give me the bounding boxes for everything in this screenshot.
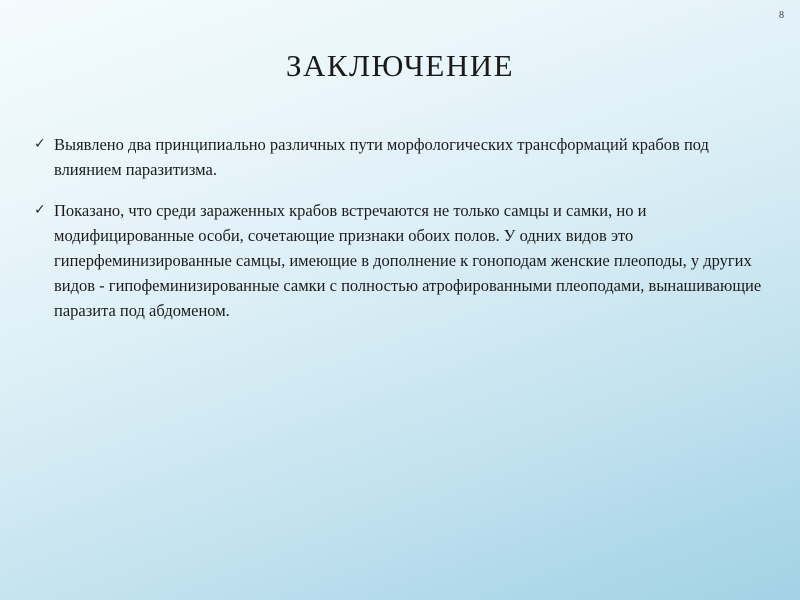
list-item-text: Показано, что среди зараженных крабов встречаются не только самцы и самки, но и модифицированные особи, сочетающие признаки обоих полов. У одних видов это гиперфеминизированные самцы, имеющие в дополнение к гоноподам женские плеоподы, у других видов - гипофеминизированные самки с полностью атрофированными плеоподами, вынашивающие паразита под абдоменом. (54, 201, 762, 320)
slide-title: ЗАКЛЮЧЕНИЕ (285, 48, 515, 83)
list-item-text: Выявлено два принципиально различных пути морфологических трансформаций крабов под влиянием паразитизма. (54, 135, 709, 179)
list-item (28, 132, 780, 182)
checkmark-icon: ✓ (34, 136, 46, 152)
slide-body (28, 132, 780, 339)
checkmark-icon: ✓ (34, 202, 46, 218)
list-item (28, 198, 780, 323)
slide-number: 8 (779, 10, 784, 21)
